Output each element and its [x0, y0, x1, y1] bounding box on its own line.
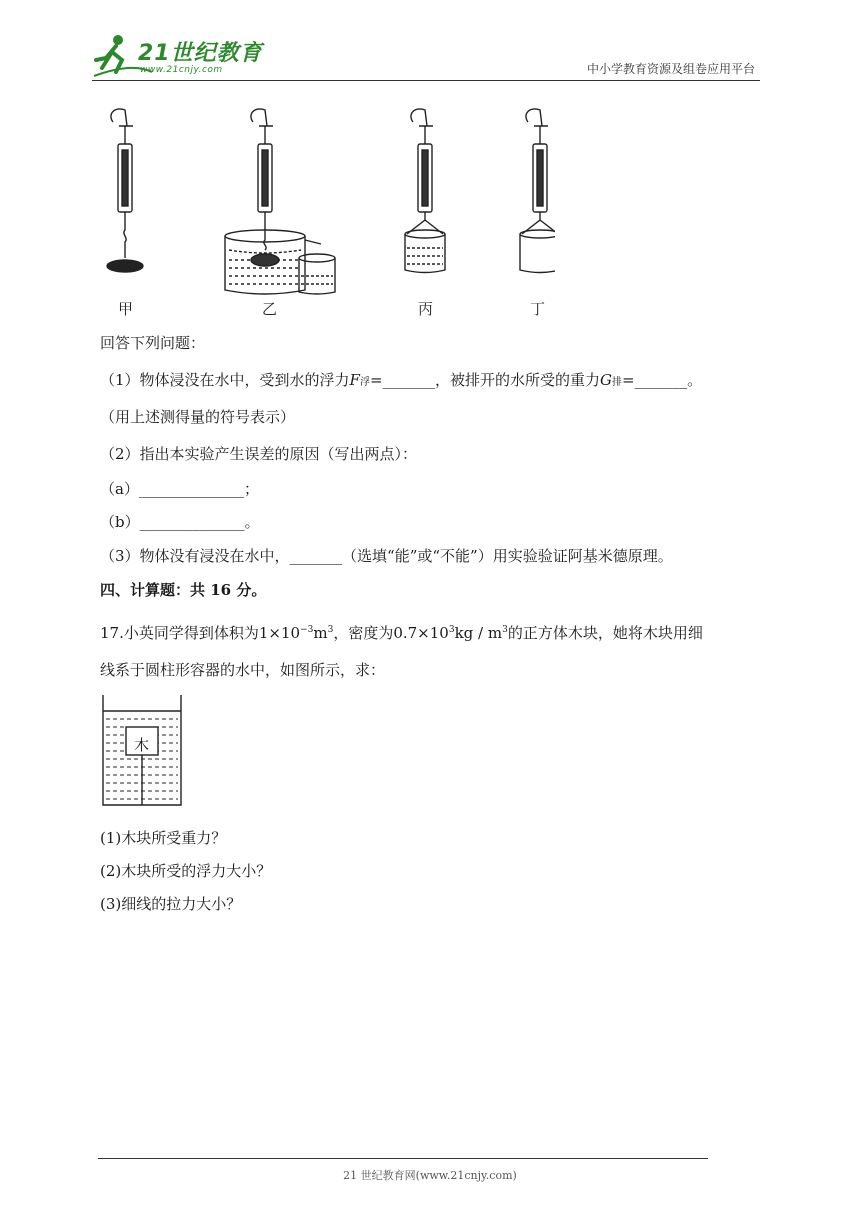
question-2: （2）指出本实验产生误差的原因（写出两点）： — [100, 445, 418, 463]
q17-density-exp: 3 — [448, 625, 455, 635]
question-2b: （b）______________。 — [100, 513, 260, 531]
subquestion-1: (1)木块所受重力？ — [100, 829, 227, 847]
q17-volume: 1×10 — [258, 624, 301, 642]
q17-volume-unit: m — [313, 624, 328, 642]
q1-F-symbol: F — [349, 371, 360, 389]
spring-scale-yi — [251, 109, 273, 250]
q1-mid: =_______，被排开的水所受的重力 — [369, 371, 601, 389]
spring-scale-ding — [520, 109, 555, 273]
q1-G-subscript: 排 — [612, 377, 623, 388]
section-4-heading: 四、计算题：共 16 分。 — [100, 581, 267, 599]
q17-text-b: ，密度为 — [333, 624, 394, 642]
figure-label-bing: 丙 — [418, 300, 434, 318]
q17-text-c: 的正方体木块，她将木块用细 — [507, 624, 703, 642]
figure-label-ding: 丁 — [530, 300, 546, 318]
spring-scale-bing — [405, 109, 445, 273]
q17-density-unit: kg / m — [454, 624, 503, 642]
footer-divider — [98, 1158, 708, 1159]
q17-volume-unit-exp: 3 — [327, 625, 334, 635]
q1-F-subscript: 浮 — [359, 377, 370, 388]
question-intro: 回答下列问题： — [100, 334, 206, 352]
question-17-line1 — [100, 620, 703, 643]
header-platform-text: 中小学教育资源及组卷应用平台 — [586, 62, 755, 76]
experiment-figures — [95, 100, 555, 325]
spring-scale-jia — [107, 109, 143, 272]
header-divider — [92, 80, 760, 81]
q17-density-unit-exp: 3 — [502, 625, 508, 635]
subquestion-2: (2)木块所受的浮力大小？ — [100, 862, 272, 880]
q1-suffix: =_______。 — [622, 371, 703, 389]
subquestion-3: (3)细线的拉力大小？ — [100, 895, 242, 913]
q17-text-a: 17.小英同学得到体积为 — [100, 624, 259, 642]
q1-prefix: （1）物体浸没在水中，受到水的浮力 — [100, 371, 350, 389]
logo-url: www.21cnjy.com — [140, 65, 223, 75]
question-17-line2: 线系于圆柱形容器的水中，如图所示，求： — [100, 661, 386, 679]
question-1 — [100, 370, 702, 393]
q17-density: 0.7×10 — [393, 624, 449, 642]
logo-title: 21世纪教育 — [138, 41, 263, 66]
footer-text: 21 世纪教育网(www.21cnjy.com) — [343, 1169, 517, 1182]
q1-G-symbol: G — [600, 371, 613, 389]
figure-label-yi: 乙 — [262, 300, 278, 318]
figure-label-jia: 甲 — [118, 300, 134, 318]
question-1-note: （用上述测得量的符号表示） — [100, 408, 296, 426]
question-2a: （a）______________； — [100, 480, 259, 498]
wood-block-label: 木 — [134, 736, 150, 754]
question-3: （3）物体没有浸没在水中，_______（选填“能”或“不能”）用实验验证阿基米德原理。 — [100, 547, 673, 565]
q17-volume-exp: −3 — [300, 625, 314, 635]
